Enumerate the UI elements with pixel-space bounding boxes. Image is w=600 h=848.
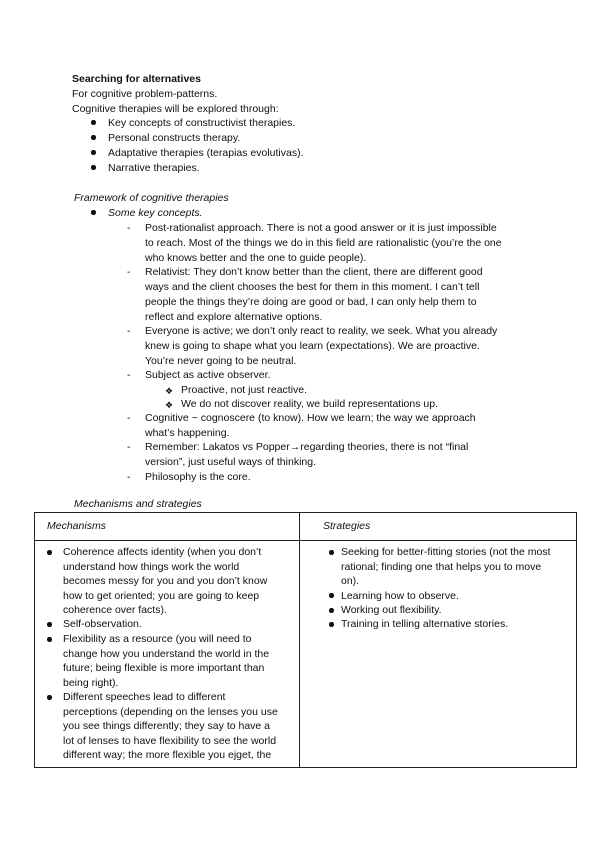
bullet-icon: [91, 150, 96, 155]
diamond-bullet-icon: ❖: [165, 386, 174, 396]
diamond-bullet-icon: ❖: [165, 400, 174, 410]
concept-3-line: knew is going to shape what you learn (expectations). We are proactive.: [145, 340, 480, 352]
mechanisms-strategies-table: [34, 512, 577, 768]
strategy-line: on).: [341, 575, 360, 587]
dash-icon: -: [127, 412, 131, 424]
dash-icon: -: [127, 369, 131, 381]
mechanism-line: being right).: [63, 677, 119, 689]
bullet-icon: [329, 622, 334, 627]
mechanism-line: you see things differently; they say to have a: [63, 720, 271, 732]
bullet-icon: [91, 135, 96, 140]
bullet-icon: [47, 695, 52, 700]
mechanism-line: perceptions (depending on the lenses you use: [63, 706, 278, 718]
table-divider: [35, 540, 576, 541]
mechanism-line: Self-observation.: [63, 618, 142, 630]
strategy-line: rational; finding one that helps you to move: [341, 561, 542, 573]
bullet-icon: [329, 593, 334, 598]
mechanism-line: becomes messy for you and you don’t know: [63, 575, 268, 587]
concept-6-line: version”, just useful ways of thinking.: [145, 456, 316, 468]
mechanism-line: future; being flexible is more important than: [63, 662, 265, 674]
mechanism-line: lot of lenses to have flexibility to see the world: [63, 735, 277, 747]
dash-icon: -: [127, 266, 131, 278]
bullet-icon: [91, 120, 96, 125]
observer-sub-item: Proactive, not just reactive.: [181, 384, 308, 396]
mechanism-line: change how you understand the world in the: [63, 648, 270, 660]
mechanism-line: understand how things work the world: [63, 561, 240, 573]
mechanism-line: Flexibility as a resource (you will need to: [63, 633, 252, 645]
list-item: Adaptative therapies (terapias evolutivas).: [108, 147, 304, 159]
dash-icon: -: [127, 441, 131, 453]
concept-1-line: Post-rationalist approach. There is not a good answer or it is just impossible: [145, 222, 497, 234]
mechanism-line: coherence over facts).: [63, 604, 167, 616]
concept-7-line: Philosophy is the core.: [145, 471, 251, 483]
concept-1-line: who knows better and the one to guide people).: [145, 252, 367, 264]
mechanisms-title: Mechanisms and strategies: [74, 498, 202, 510]
strategy-line: Working out flexibility.: [341, 604, 442, 616]
observer-sub-item: We do not discover reality, we build representations up.: [181, 398, 438, 410]
mechanism-line: different way; the more flexible you ejget, the: [63, 749, 272, 761]
col-header-strategies: Strategies: [323, 520, 371, 532]
bullet-icon: [91, 210, 96, 215]
bullet-icon: [329, 550, 334, 555]
key-concepts-label: Some key concepts.: [108, 207, 203, 219]
section-heading: Searching for alternatives: [72, 73, 201, 85]
concept-2-line: people the things they’re doing are good or bad, I can only help them to: [145, 296, 477, 308]
bullet-icon: [47, 637, 52, 642]
intro-line-1: For cognitive problem-patterns.: [72, 88, 218, 100]
dash-icon: -: [127, 325, 131, 337]
intro-line-2: Cognitive therapies will be explored through:: [72, 103, 279, 115]
concept-1-line: to reach. Most of the things we do in this field are rationalistic (you’re the one: [145, 237, 502, 249]
mechanism-line: how to get oriented; you are going to keep: [63, 590, 260, 602]
concept-3-line: You’re never going to be neutral.: [145, 355, 297, 367]
dash-icon: -: [127, 222, 131, 234]
bullet-icon: [91, 165, 96, 170]
dash-icon: -: [127, 471, 131, 483]
concept-2-line: reflect and explore alternative options.: [145, 311, 323, 323]
concept-2-line: Relativist: They don’t know better than the client, there are different good: [145, 266, 483, 278]
concept-5-line: Cognitive ~ cognoscere (to know). How we learn; the way we approach: [145, 412, 476, 424]
list-item: Personal constructs therapy.: [108, 132, 241, 144]
concept-6-line: Remember: Lakatos vs Popper→regarding theories, there is not “final: [145, 441, 469, 453]
concept-3-line: Everyone is active; we don’t only react to reality, we seek. What you already: [145, 325, 498, 337]
bullet-icon: [329, 608, 334, 613]
mechanism-line: Different speeches lead to different: [63, 691, 226, 703]
strategy-line: Seeking for better-fitting stories (not the most: [341, 546, 551, 558]
concept-5-line: what’s happening.: [145, 427, 230, 439]
strategy-line: Learning how to observe.: [341, 590, 459, 602]
list-item: Key concepts of constructivist therapies.: [108, 117, 296, 129]
bullet-icon: [47, 550, 52, 555]
concept-4-line: Subject as active observer.: [145, 369, 271, 381]
table-divider: [299, 513, 300, 767]
mechanism-line: Coherence affects identity (when you don’t: [63, 546, 262, 558]
framework-title: Framework of cognitive therapies: [74, 192, 229, 204]
concept-2-line: ways and the client chooses the best for them in this moment. I can’t tell: [145, 281, 480, 293]
strategy-line: Training in telling alternative stories.: [341, 618, 509, 630]
bullet-icon: [47, 622, 52, 627]
list-item: Narrative therapies.: [108, 162, 200, 174]
col-header-mechanisms: Mechanisms: [47, 520, 106, 532]
